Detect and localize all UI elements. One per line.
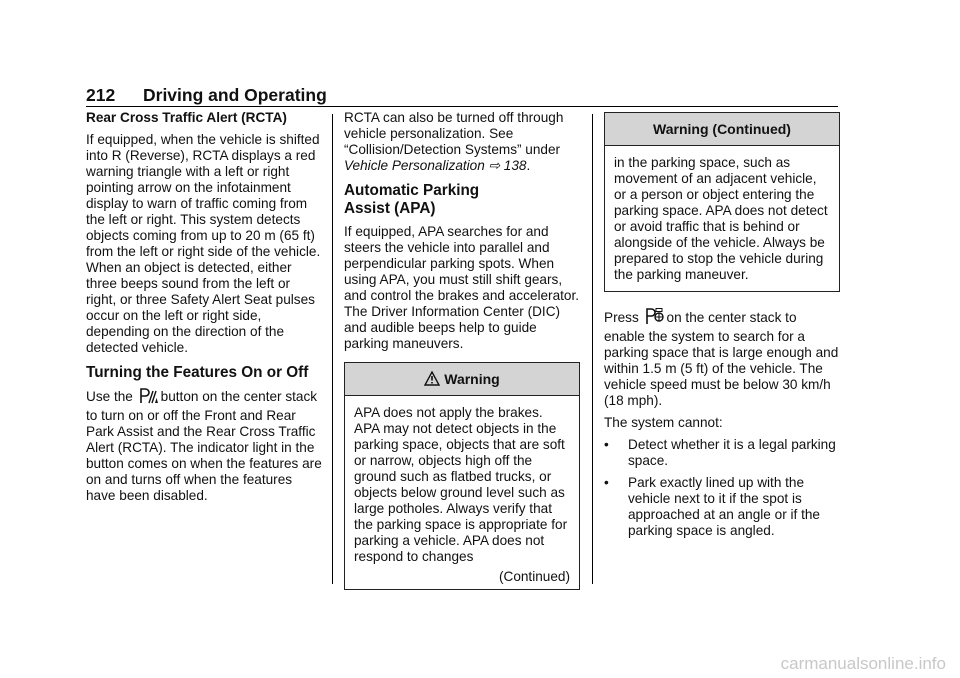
cannot-list	[604, 437, 840, 539]
vehicle-personalization-ref: Vehicle Personalization	[344, 158, 485, 173]
column-1	[86, 110, 322, 510]
press-text: Press on the center stack to enable the system to search for a parking space that is large enough and within 1.5 m (5 ft) of the vehicle. The vehicle speed must be below 30 km/h (18 mph).	[604, 310, 839, 408]
column-divider	[332, 114, 333, 584]
apa-heading: Automatic Parking Assist (APA)	[344, 182, 480, 217]
features-heading: Turning the Features On or Off	[86, 364, 309, 381]
ref-page: 138	[503, 158, 527, 173]
ref-arrow-icon: ⇨	[488, 158, 500, 173]
list-item: • Park exactly lined up with the vehicle next to it if the spot is approached at an angle or if the parking space is angled.	[604, 475, 820, 538]
page-header	[86, 82, 838, 107]
apa-button-icon	[645, 308, 665, 329]
warning-body: APA does not apply the brakes. APA may not detect objects in the parking space, objects that are soft or narrow, objects high off the ground such as flatbed trucks, or objects below ground level such as large potholes. Always verify that the parking space is appropriate for parking a vehicle. APA does not respond to changes	[354, 405, 568, 564]
warning-triangle-icon	[424, 365, 440, 397]
use-post: button on the center stack to turn on or off the Front and Rear Park Assist and the Rear Cross Traffic Alert (RCTA). The indicator light in the button comes on when the features are on and turns off when the features have been disabled.	[86, 389, 322, 503]
park-assist-icon	[139, 388, 159, 408]
warning-title: Warning	[444, 371, 500, 387]
warning-header	[345, 363, 579, 396]
column-divider	[592, 114, 593, 584]
warning-continued-box	[604, 112, 840, 292]
cannot-text: The system cannot:	[604, 415, 723, 430]
continued-label: (Continued)	[498, 569, 570, 584]
rcta-body: If equipped, when the vehicle is shifted into R (Reverse), RCTA displays a red warning triangle with a left or right pointing arrow on the infotainment display to warn of traffic coming from the left or right. This system detects objects coming from up to 20 m (65 ft) from the left or right side of the vehicle. When an object is detected, either three beeps sound from the left or right, or three Safety Alert Seat pulses occur on the left or right side, depending on the direction of the detected vehicle.	[86, 132, 321, 355]
page-number: 212	[86, 85, 116, 105]
warning-continued-header: Warning (Continued)	[605, 113, 839, 146]
column-2	[344, 110, 580, 590]
use-pre: Use the	[86, 389, 133, 404]
column-3	[604, 110, 840, 545]
list-item: • Detect whether it is a legal parking space.	[604, 437, 836, 468]
section-title: Driving and Operating	[143, 85, 327, 105]
warning-continued-body: in the parking space, such as movement of an adjacent vehicle, or a person or object entering the parking space. APA does not detect or avoid traffic that is behind or alongside of the vehicle. Always be prepared to stop the vehicle during the parking maneuver.	[614, 155, 828, 282]
rcta-title: Rear Cross Traffic Alert (RCTA)	[86, 110, 287, 125]
rcta-off-text: RCTA can also be turned off through vehicle personalization. See “Collision/Detection Systems” under Vehicle Personalization ⇨ 138.	[344, 110, 564, 173]
warning-box	[344, 362, 580, 590]
apa-body: If equipped, APA searches for and steers the vehicle into parallel and perpendicular parking spots. When using APA, you must still shift gears, and control the brakes and accelerator. The Driver Information Center (DIC) and audible beeps help to guide parking maneuvers.	[344, 224, 580, 351]
features-body	[86, 388, 322, 504]
watermark: carmanualsonline.info	[780, 654, 946, 673]
